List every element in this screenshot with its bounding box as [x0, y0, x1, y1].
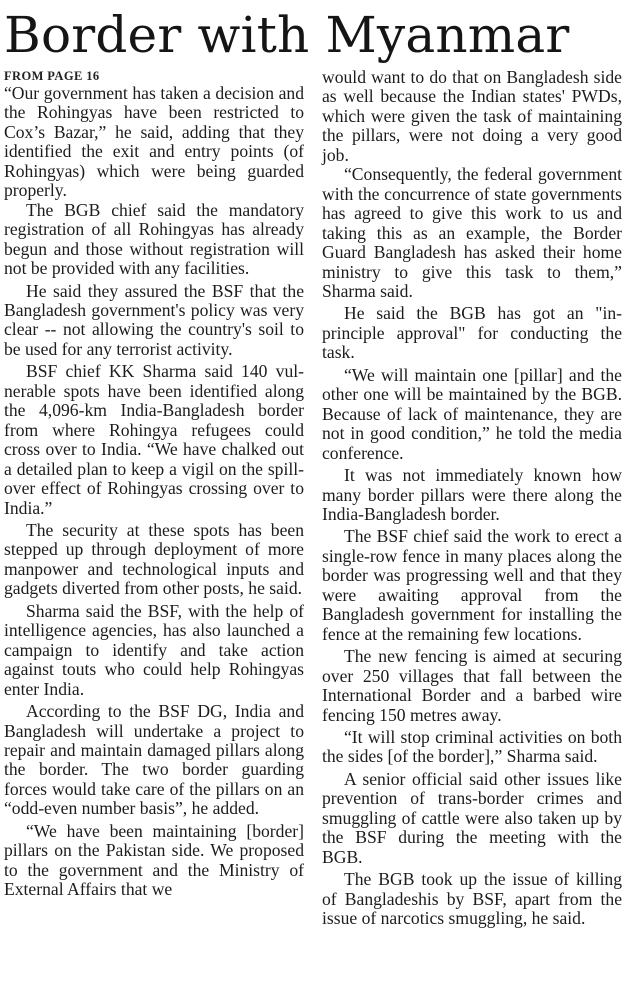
paragraph: It was not immediately known how many border pillars were there along the India-Bangladesh border.	[322, 465, 622, 524]
paragraph: “We have been maintaining [border] pillars on the Pakistan side. We proposed to the government and the Ministry of External Affairs that we	[4, 820, 304, 900]
paragraph: “Our government has taken a decision and the Rohingyas have been restricted to Cox’s Bazar,” he said, adding that they identified the exit and entry points (of Rohingyas) which were being guarded properly.	[4, 83, 304, 201]
paragraph: According to the BSF DG, India and Bangladesh will undertake a project to repair and maintain damaged pillars along the border. The two border guarding forces would take care of the pillars on an “odd-even number basis”, he added.	[4, 701, 304, 819]
paragraph: The security at these spots has been stepped up through deployment of more manpower and technological inputs and gadgets diverted from other posts, he said.	[4, 519, 304, 599]
article-column-left	[4, 68, 304, 900]
paragraph: The new fencing is aimed at securing over 250 villages that fall between the International Border and a barbed wire fencing 150 metres away.	[322, 646, 622, 725]
paragraph: The BSF chief said the work to erect a single-row fence in many places along the border was progressing well and that they were awaiting approval from the Bangladesh government for installing the fence at the remaining few locations.	[322, 526, 622, 644]
paragraph: A senior official said other issues like prevention of trans-border crimes and smuggling of cattle were also taken up by the BSF during the meeting with the BGB.	[322, 768, 622, 867]
paragraph: would want to do that on Bangladesh side as well because the Indian states' PWDs, which were given the task of maintaining the pillars, were not doing a very good job.	[322, 67, 622, 165]
paragraph: “We will maintain one [pillar] and the other one will be maintained by the BGB. Because of lack of maintenance, they are not in good condition,” he told the media conference.	[322, 364, 622, 463]
paragraph: The BGB chief said the mandatory registration of all Rohingyas has already begun and those without registration will not be provided with any facilities.	[4, 199, 304, 279]
paragraph: He said the BGB has got an "in-principle approval" for conducting the task.	[322, 303, 622, 363]
article-column-right	[322, 68, 622, 928]
paragraph: The BGB took up the issue of killing of Bangladeshis by BSF, apart from the issue of narcotics smuggling, he said.	[322, 869, 622, 929]
paragraph: Sharma said the BSF, with the help of intelligence agencies, has also launched a campaign to identify and take action against touts who could help Rohingyas enter India.	[4, 600, 304, 699]
paragraph: “Consequently, the federal government with the concurrence of state governments has agreed to give this work to us and taking this as an example, the Border Guard Bangladesh has asked their home ministry to give this task to them,” Sharma said.	[322, 164, 622, 301]
jump-line: FROM PAGE 16	[4, 69, 100, 83]
paragraph: BSF chief KK Sharma said 140 vulnerable spots have been identified along the 4,096-km India-Bangladesh border from where Rohingya refugees could cross over to India. “We have chalked out a detailed plan to keep a vigil on the spill-over effect of Rohingyas crossing over to India.”	[4, 361, 304, 518]
headline: Border with Myanmar	[4, 6, 570, 64]
paragraph: He said they assured the BSF that the Bangladesh government's policy was very clear -- not allowing the country's soil to be used for any terrorist activity.	[4, 280, 304, 359]
paragraph: “It will stop criminal activities on both the sides [of the border],” Sharma said.	[322, 726, 622, 767]
